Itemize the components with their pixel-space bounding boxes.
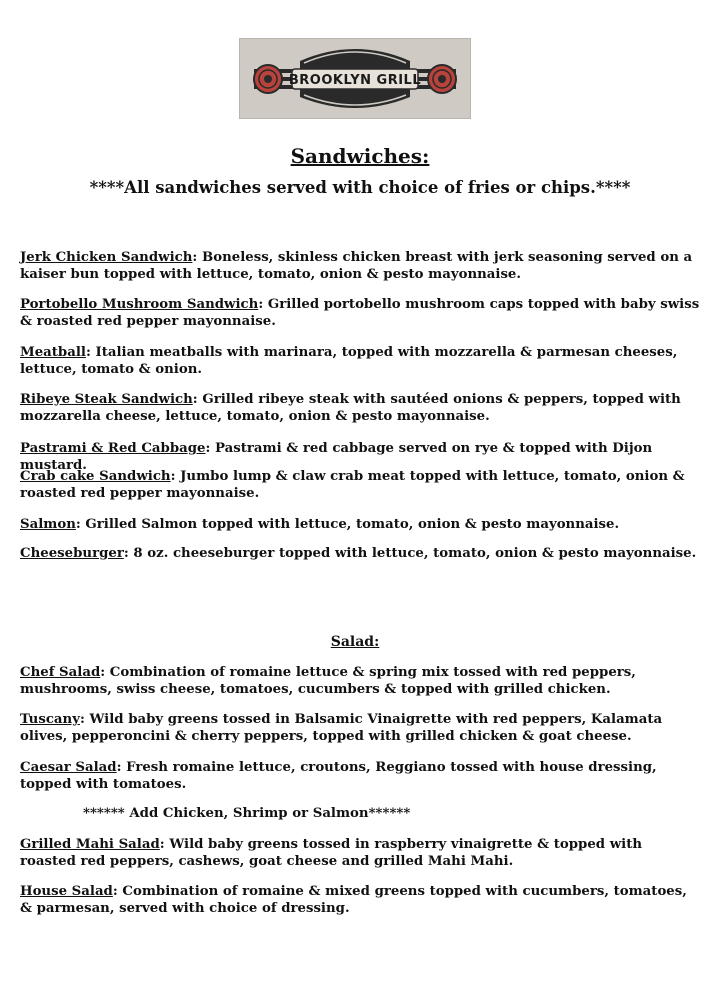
menu-item-name: Jerk Chicken Sandwich <box>20 250 193 265</box>
menu-item-desc: : Italian meatballs with marinara, topped with mozzarella & parmesan cheeses, lettuce, tomato & onion. <box>20 345 678 377</box>
menu-item-name: Salmon <box>20 517 76 532</box>
menu-item-desc: : 8 oz. cheeseburger topped with lettuce, tomato, onion & pesto mayonnaise. <box>123 546 697 561</box>
menu-item <box>20 468 700 502</box>
menu-item-name: Ribeye Steak Sandwich <box>20 392 193 407</box>
menu-item-name: House Salad <box>20 884 113 899</box>
menu-item-name: Portobello Mushroom Sandwich <box>20 297 259 312</box>
sandwiches-title: Sandwiches: <box>290 144 430 168</box>
menu-item-desc: : Fresh romaine lettuce, croutons, Reggiano tossed with house dressing, topped with tomatoes. <box>20 760 657 792</box>
menu-item-desc: : Jumbo lump & claw crab meat topped with lettuce, tomato, onion & roasted red pepper mayonnaise. <box>20 469 685 501</box>
menu-item-name: Crab cake Sandwich <box>20 469 171 484</box>
menu-item-desc: : Combination of romaine & mixed greens topped with cucumbers, tomatoes, & parmesan, served with choice of dressing. <box>20 884 687 916</box>
menu-item <box>20 249 700 283</box>
menu-item-name: Caesar Salad <box>20 760 117 775</box>
menu-item-name: Meatball <box>20 345 86 360</box>
menu-item-name: Tuscany <box>20 712 80 727</box>
brooklyn-grill-logo <box>239 38 471 119</box>
menu-item-desc: : Pastrami & red cabbage served on rye & topped with Dijon mustard. <box>20 441 653 473</box>
menu-item-desc: : Grilled ribeye steak with sautéed onions & peppers, topped with mozzarella cheese, lettuce, tomato, onion & pesto mayonnaise. <box>20 392 681 424</box>
add-protein-note: ****** Add Chicken, Shrimp or Salmon****** <box>83 806 411 821</box>
menu-item-desc: : Wild baby greens tossed in Balsamic Vinaigrette with red peppers, Kalamata olives, pepperoncini & cherry peppers, topped with grilled chicken & goat cheese. <box>20 712 663 744</box>
menu-item-name: Pastrami & Red Cabbage <box>20 441 206 456</box>
logo-text: BROOKLYN GRILL <box>288 73 422 88</box>
menu-item-name: Cheeseburger <box>20 546 124 561</box>
menu-item <box>20 344 700 378</box>
logo-graphic <box>240 39 470 118</box>
salad-title: Salad: <box>330 634 380 650</box>
menu-item-desc: : Grilled Salmon topped with lettuce, tomato, onion & pesto mayonnaise. <box>75 517 620 532</box>
menu-item <box>20 516 700 533</box>
menu-item-desc: : Grilled portobello mushroom caps topped with baby swiss & roasted red pepper mayonnaise. <box>20 297 700 329</box>
menu-item <box>20 296 700 330</box>
menu-item-name: Chef Salad <box>20 665 101 680</box>
sandwiches-subtitle: ****All sandwiches served with choice of fries or chips.**** <box>89 178 631 197</box>
menu-item <box>20 883 700 917</box>
menu-item <box>20 836 700 870</box>
menu-item-desc: : Combination of romaine lettuce & spring mix tossed with red peppers, mushrooms, swiss cheese, tomatoes, cucumbers & topped with grilled chicken. <box>20 665 636 697</box>
menu-item <box>20 391 700 425</box>
menu-item-desc: : Boneless, skinless chicken breast with jerk seasoning served on a kaiser bun topped with lettuce, tomato, onion & pesto mayonnaise. <box>20 250 693 282</box>
menu-item <box>20 711 700 745</box>
menu-item <box>20 759 700 793</box>
menu-item <box>20 545 700 562</box>
menu-item <box>20 664 700 698</box>
menu-item-desc: : Wild baby greens tossed in raspberry vinaigrette & topped with roasted red peppers, cashews, goat cheese and grilled Mahi Mahi. <box>20 837 643 869</box>
menu-item-name: Grilled Mahi Salad <box>20 837 160 852</box>
